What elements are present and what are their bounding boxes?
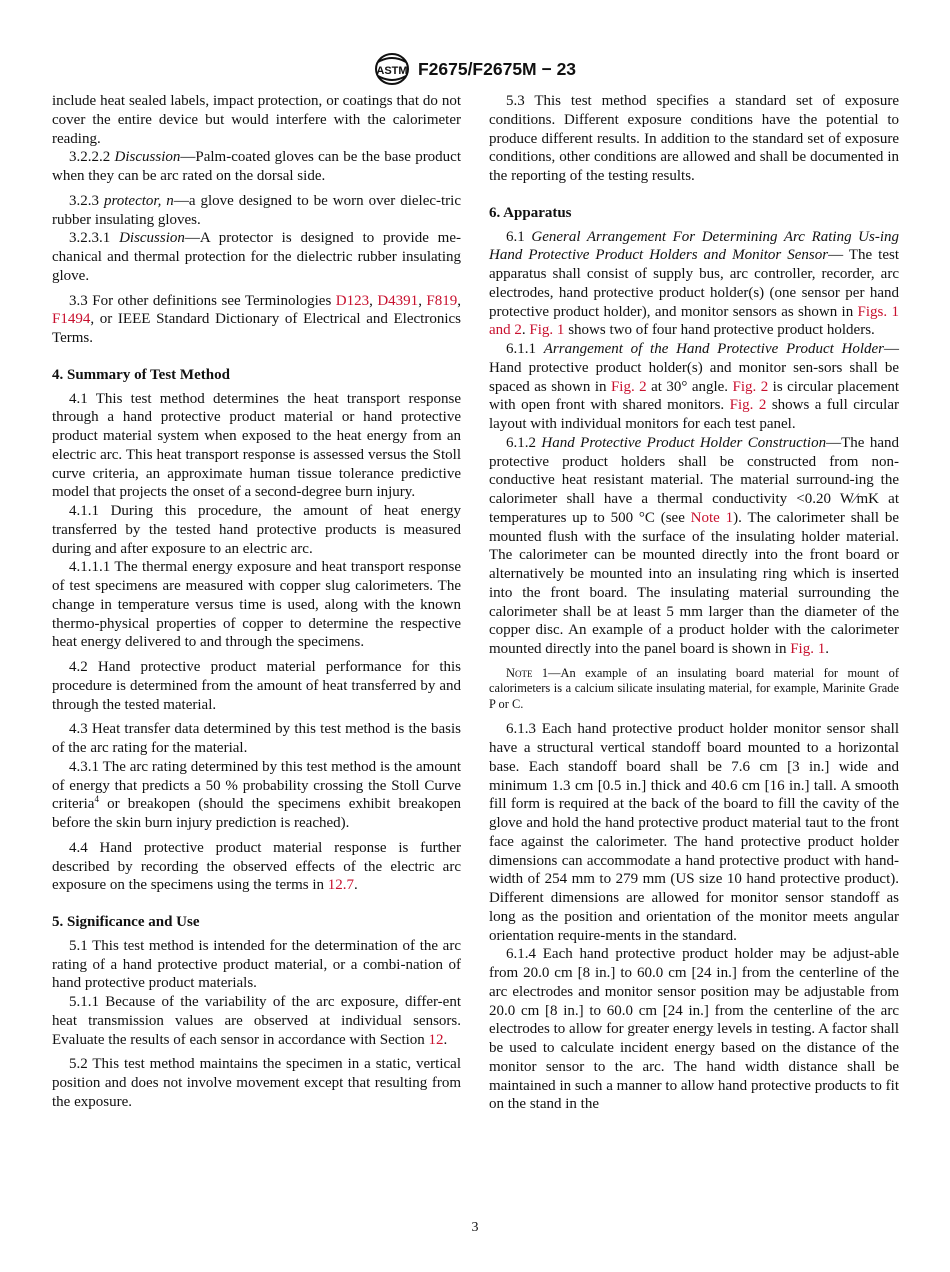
text-run: . <box>354 877 358 894</box>
paragraph <box>489 434 899 659</box>
left-column <box>52 92 461 1112</box>
cross-reference-link[interactable]: F1494 <box>52 311 91 328</box>
cross-reference-link[interactable]: D4391 <box>377 292 419 309</box>
italic-term: Discussion <box>114 149 181 166</box>
paragraph <box>52 292 461 348</box>
text-run: 5.3 This test method specifies a standard set of exposure conditions. Different exposure conditions have the potential to produce different results. In addition to the standard set of exposure conditions, other conditions are allowed and shall be documented in the reporting of the testing results. <box>489 93 899 184</box>
text-run: 6.1.3 Each hand protective product holder monitor sensor shall have a structural vertical standoff board mounted to a horizontal base. Each standoff board shall be 7.6 cm [3 in.] wide and minimum 1.3 cm [0.5 in.] thick and 40.6 cm [16 in.] tall. A smooth fill form is required at the back of the board to fill the cavity of the glove and hold the hand protective product material taut to the front face against the calorimeter. The hand protective product holder dimensions can accommodate a hand protective product with hand-width of 254 mm to 279 mm (US size 10 hand protective product). Different dimensions are allowed for monitor sensor standoff as long as the position and orientation of the monitor meets angular orientation require-ments in the standard. <box>489 721 899 944</box>
text-run: . <box>521 322 530 339</box>
paragraph <box>52 720 461 758</box>
cross-reference-link[interactable]: D123 <box>335 292 370 309</box>
paragraph <box>489 720 899 945</box>
paragraph <box>52 390 461 503</box>
text-run: , or IEEE Standard Dictionary of Electrical and Electronics Terms. <box>52 311 461 346</box>
cross-reference-link[interactable]: Fig. 1 <box>790 641 826 657</box>
text-run: 4.1 This test method determines the heat transport response through a hand protective product material or hand protective product material system when exposed to the heat energy from an electric arc. This heat transport response is assessed versus the Stoll curve criteria, an approximate human tissue tolerance predictive model that projects the onset of a second-degree burn injury. <box>52 390 461 501</box>
paragraph <box>489 228 899 341</box>
paragraph <box>489 340 899 434</box>
svg-text:ASTM: ASTM <box>376 65 408 77</box>
paragraph <box>52 1055 461 1111</box>
text-run: —a glove designed to be worn over dielec-tric rubber insulating gloves. <box>52 192 462 228</box>
text-run: 5.2 This test method maintains the specimen in a static, vertical position and does not involve movement except that resulting from the exposure. <box>52 1056 461 1110</box>
text-run: 3.2.2.2 <box>69 149 115 166</box>
paragraph <box>52 993 461 1049</box>
text-run: 4.2 Hand protective product material performance for this procedure is determined from the amount of heat transferred by and through the tested material. <box>52 659 461 713</box>
text-run: or breakopen (should the specimens exhibit breakopen before the skin burn injury prediction is reached). <box>52 796 461 831</box>
paragraph <box>52 148 461 186</box>
text-run: —Hand protective product holder(s) and monitor sen-sors shall be spaced as shown in <box>489 341 900 395</box>
text-run: 4.1.1.1 The thermal energy exposure and heat transport response of test specimens are measured with copper slug calorimeters. The change in temperature versus time is used, along with the known thermo-physical properties of copper to determine the respective heat energy delivered to and through the specimens. <box>52 559 461 651</box>
cross-reference-link[interactable]: Note 1 <box>690 509 734 526</box>
astm-logo-icon <box>374 52 410 86</box>
text-run: —The hand protective product holders shall be constructed from non-conductive heat resistant material. The material surround-ing the calorimeter shall have a thermal conductivity <0.20 W⁄mK at temperatures up to 500 °C (see <box>489 434 900 526</box>
text-run: 5.1 This test method is intended for the determination of the arc rating of a hand protective product material, or a combi-nation of hand protective product materials. <box>52 937 461 992</box>
text-run: . <box>825 641 829 657</box>
paragraph <box>52 658 461 714</box>
text-run: 6.1.4 Each hand protective product holder may be adjust-able from 20.0 cm [8 in.] to 60.0 cm [24 in.] from the centerline of the arc electrodes and monitor sensor position may be adjustable from 20.0 cm [8 in.] to 60.0 cm [24 in.] from the centerline of the arc electrodes to allow for greater energy levels in testing. A factor shall be used to calculate incident energy based on the distance of the monitor sensor to the arc. The hand width distance shall be maintained in such a manner to allow hand protective products to fit on the stand in the <box>489 946 899 1113</box>
text-run: 4.4 Hand protective product material response is further described by recording the observed effects of the electric arc exposure on the specimens using the terms in <box>52 839 461 894</box>
paragraph <box>489 92 899 186</box>
page-number: 3 <box>471 1220 479 1235</box>
paragraph <box>52 758 461 833</box>
text-run: 6.1.2 <box>506 434 542 451</box>
paragraph <box>52 558 461 652</box>
text-run: 4.1.1 During this procedure, the amount of heat energy transferred by the tested hand protective products is measured during and after exposure to an electric arc. <box>52 503 461 557</box>
paragraph <box>52 937 461 993</box>
italic-term: protector, n <box>103 192 174 209</box>
footnote-ref[interactable]: 4 <box>94 794 99 805</box>
text-run: 3.2.3 <box>69 192 104 209</box>
section-heading: 4. Summary of Test Method <box>52 366 230 383</box>
paragraph <box>52 502 461 558</box>
text-run: at 30° angle. <box>646 378 733 395</box>
right-column <box>489 92 899 1114</box>
text-run: 1—An example of an insulating board material for mount of calorimeters is a calcium silicate insulating material, for example, Marinite Grade P or C. <box>489 665 899 711</box>
text-run: shows a full circular layout with individual monitors for each test panel. <box>489 397 899 432</box>
text-run: include heat sealed labels, impact protection, or coatings that do not cover the entire device but would interfere with the calorimeter reading. <box>52 93 461 147</box>
paragraph <box>52 192 461 230</box>
cross-reference-link[interactable]: Fig. 2 <box>610 378 647 395</box>
text-run: 3.2.3.1 <box>69 230 120 247</box>
text-run: , <box>369 292 378 309</box>
page-header <box>0 52 950 86</box>
cross-reference-link[interactable]: 12 <box>428 1031 444 1048</box>
italic-term: Hand Protective Product Holder Construction <box>541 434 827 451</box>
text-run: — The test apparatus shall consist of supply bus, arc controller, recorder, arc electrodes, hand protective product holder(s) (one sensor per hand protective product holder), and monitor sensors as shown in <box>489 247 899 320</box>
italic-term: General Arrangement For Determining Arc Rating Us-ing Hand Protective Product Holders and Monitor Sensor <box>489 228 900 264</box>
text-run: ). The calorimeter shall be mounted flush with the surface of the insulating holder material. The calorimeter can be mounted directly into the front board or alternatively be mounted into an insulating ring which is inserted into the front board. The insulating material surrounding the calorimeter shall be at least 5 mm larger than the diameter of the copper disc. An example of a product holder with the calorimeter mounted directly into the panel board is shown in <box>489 509 899 657</box>
text-run: is circular placement with open front with shared monitors. <box>489 378 900 414</box>
text-run: 5.1.1 Because of the variability of the arc exposure, differ-ent heat transmission values are observed at individual sensors. Evaluate the results of each sensor in accordance with Section <box>52 994 461 1048</box>
text-run: —A protector is designed to provide me-chanical and thermal protection for the dielectric rubber insulating glove. <box>52 230 462 284</box>
text-run: 3.3 For other definitions see Terminologies <box>69 292 336 309</box>
paragraph <box>52 92 461 148</box>
italic-term: Discussion <box>119 230 185 247</box>
cross-reference-link[interactable]: Figs. 1 and 2 <box>489 303 899 339</box>
text-run: 4.3 Heat transfer data determined by this test method is the basis of the arc rating for the material. <box>52 721 461 756</box>
document-designation: F2675/F2675M − 23 <box>417 58 577 79</box>
text-run: shows two of four hand protective product holders. <box>564 322 875 339</box>
section-heading: 6. Apparatus <box>489 204 572 221</box>
section-heading: 5. Significance and Use <box>52 914 200 930</box>
cross-reference-link[interactable]: 12.7 <box>327 877 355 894</box>
cross-reference-link[interactable]: Fig. 2 <box>732 378 769 395</box>
text-run: 6.1 <box>506 228 532 245</box>
cross-reference-link[interactable]: F819 <box>426 292 458 309</box>
paragraph <box>52 839 461 895</box>
text-run: —Palm-coated gloves can be the base product when they can be arc rated on the dorsal side. <box>52 149 462 184</box>
cross-reference-link[interactable]: Fig. 1 <box>529 322 565 339</box>
text-run: 4.3.1 The arc rating determined by this test method is the amount of energy that predicts a 50 % probability crossing the Stoll Curve criteria <box>52 758 461 813</box>
cross-reference-link[interactable]: Fig. 2 <box>729 397 767 414</box>
text-run: , <box>418 292 427 309</box>
paragraph <box>52 229 461 285</box>
text-run: . <box>443 1031 448 1048</box>
text-run: 6.1.1 <box>506 341 544 357</box>
note-label: Note <box>506 665 533 680</box>
italic-term: Arrangement of the Hand Protective Product Holder <box>543 341 885 357</box>
note <box>489 666 899 713</box>
paragraph <box>489 945 899 1114</box>
text-run: , <box>457 292 462 309</box>
